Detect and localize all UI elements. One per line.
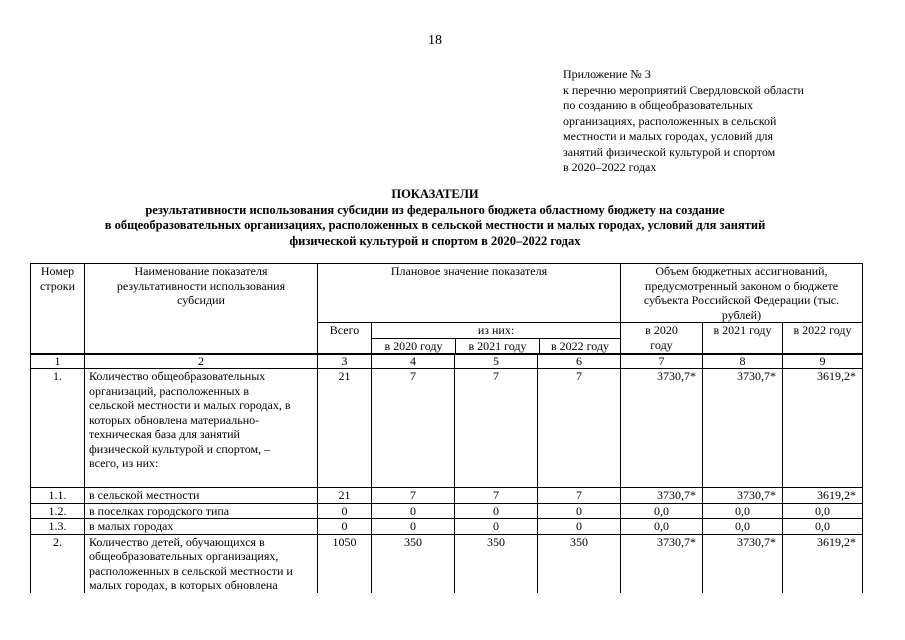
indicator-name: Количество общеобразовательных организаций, расположенных в сельской местности и малых городах, в которых обновлена материально-техническая база для занятий физической культурой и спортом, – всего, из них: [85,369,318,488]
budget-2022: 0,0 [783,519,863,535]
header-budget: Объем бюджетных ассигнований, предусмотренный законом о бюджете субъекта Российской Федерации (тыс. рублей) [621,264,863,323]
value-2021: 0 [455,503,538,519]
budget-2022: 3619,2* [783,488,863,504]
col-number: 7 [621,354,703,369]
budget-2022: 0,0 [783,503,863,519]
value-2022: 7 [538,369,621,488]
header-year-2021: в 2021 году [456,339,540,354]
value-2022: 7 [538,488,621,504]
col-number: 2 [85,354,318,369]
title-line: в общеобразовательных организациях, расположенных в сельской местности и малых городах, условий для занятий [104,218,766,232]
appendix-line: Приложение № 3 [563,67,651,81]
indicators-table [30,263,863,593]
header-budget-2020: в 2020 году [621,323,703,355]
col-number: 4 [372,354,455,369]
header-row-number: Номер строки [31,264,85,355]
col-number: 6 [538,354,621,369]
value-2021: 0 [455,519,538,535]
table-row [31,519,863,535]
budget-2021: 3730,7* [703,488,783,504]
col-number: 9 [783,354,863,369]
budget-2021: 0,0 [703,519,783,535]
column-numbers-row [31,354,863,369]
table-row [31,488,863,504]
value-total: 21 [318,369,372,488]
appendix-line: в 2020–2022 годах [563,160,657,174]
page-number: 18 [428,33,442,48]
header-year-2022: в 2022 году [550,338,610,353]
value-2022: 350 [538,534,621,593]
header-budget-2022: в 2022 году [783,323,863,355]
header-plan-value: Плановое значение показателя [318,264,621,323]
appendix-line: занятий физической культурой и спортом [563,144,776,159]
value-2020: 350 [372,534,455,593]
table-row [31,369,863,488]
budget-2020: 0,0 [621,503,703,519]
title-line: физической культурой и спортом в 2020–2022 годах [289,233,581,248]
table-row [31,534,863,593]
value-2021: 7 [455,369,538,488]
budget-2022: 3619,2* [783,369,863,488]
appendix-block [563,67,804,176]
header-of-which-cell [372,323,621,355]
col-number: 1 [31,354,85,369]
budget-2021: 0,0 [703,503,783,519]
title-line: результативности использования субсидии из федерального бюджета областному бюджету на создание [145,202,725,217]
appendix-line: организациях, расположенных в сельской [563,113,777,128]
value-2021: 350 [455,534,538,593]
indicator-name: Количество детей, обучающихся в общеобразовательных организациях, расположенных в сельской местности и малых городах, в которых обновлена [85,534,318,593]
indicator-name: в сельской местности [85,488,318,504]
appendix-line: к перечню мероприятий Свердловской области [563,82,804,97]
budget-2022: 3619,2* [783,534,863,593]
row-number: 1.3. [31,519,85,535]
header-of-which: из них: [372,323,620,339]
appendix-line: по созданию в общеобразовательных [563,98,753,112]
budget-2020: 3730,7* [621,488,703,504]
col-number: 5 [455,354,538,369]
budget-2020: 0,0 [621,519,703,535]
indicator-name: в малых городах [85,519,318,535]
header-years [372,339,620,354]
indicator-name: в поселках городского типа [85,503,318,519]
row-number: 2. [31,534,85,593]
value-2020: 7 [372,488,455,504]
title-line: ПОКАЗАТЕЛИ [391,187,479,201]
budget-2021: 3730,7* [703,369,783,488]
budget-2020: 3730,7* [621,369,703,488]
value-2020: 0 [372,519,455,535]
value-total: 1050 [318,534,372,593]
header-year-2020: в 2020 году [372,339,456,354]
header-budget-2021: в 2021 году [703,323,783,355]
value-2022: 0 [538,519,621,535]
value-2022: 0 [538,503,621,519]
budget-2021: 3730,7* [703,534,783,593]
row-number: 1.1. [31,488,85,504]
row-number: 1. [31,369,85,488]
value-total: 0 [318,519,372,535]
header-total: Всего [318,323,372,355]
value-2020: 7 [372,369,455,488]
value-total: 21 [318,488,372,504]
value-2020: 0 [372,503,455,519]
value-total: 0 [318,503,372,519]
header-indicator-name: Наименование показателя результативности использования субсидии [85,264,318,355]
col-number: 8 [703,354,783,369]
document-title [0,187,870,249]
value-2021: 7 [455,488,538,504]
budget-2020: 3730,7* [621,534,703,593]
col-number: 3 [318,354,372,369]
row-number: 1.2. [31,503,85,519]
appendix-line: местности и малых городах, условий для [563,129,774,143]
table-row [31,503,863,519]
